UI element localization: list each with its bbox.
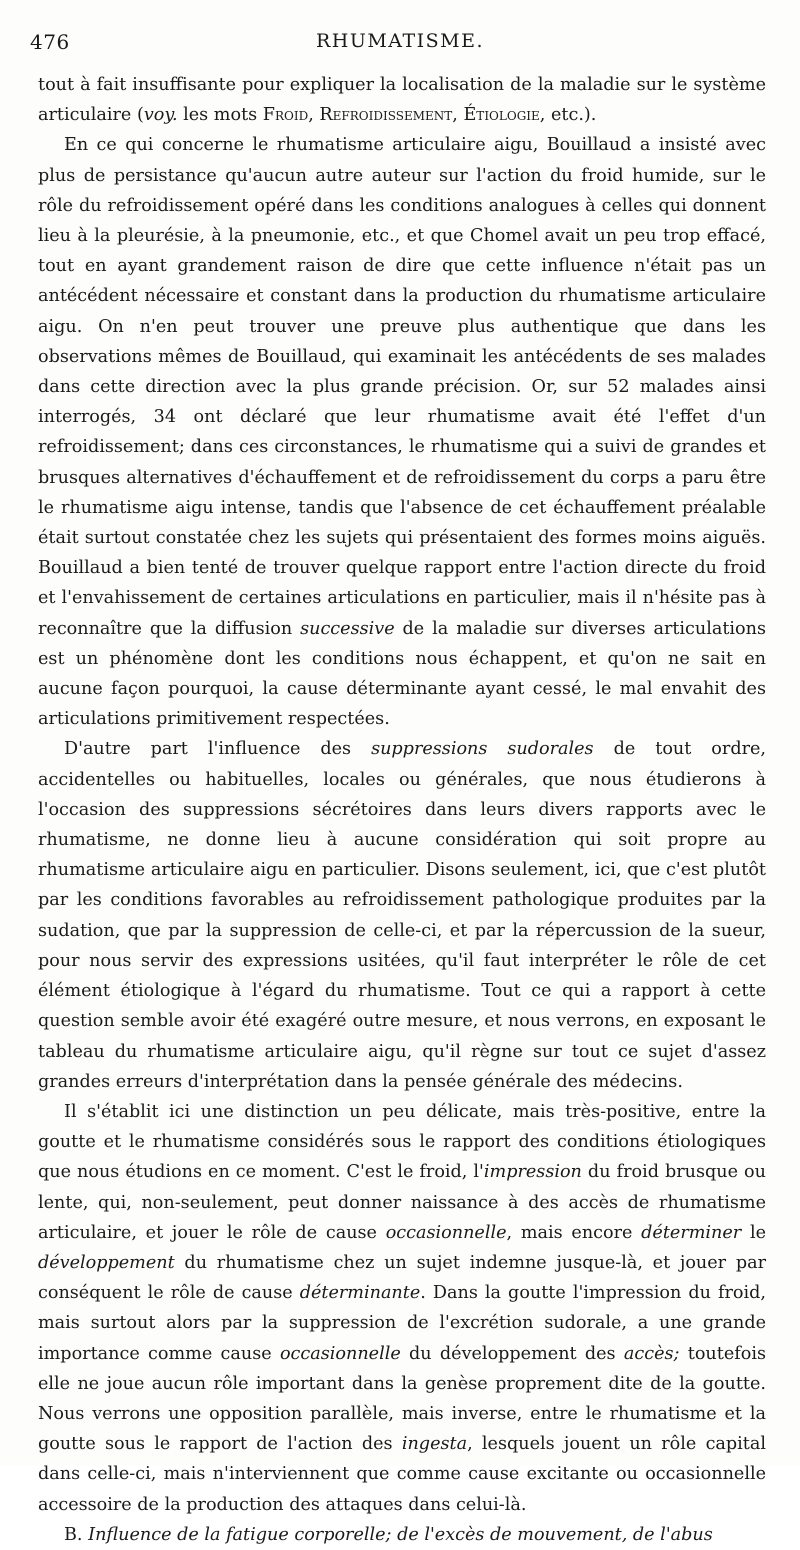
paragraph-goutte: Il s'établit ici une distinction un peu délicate, mais très-positive, entre la goutte et le rhumatisme considérés sous le rapport des conditions étiologiques que nous étudions en ce moment. C'est le froid, l'impression du froid brusque ou lente, qui, non-seulement, peut donner naissance à des accès de rhumatisme articulaire, et jouer le rôle de cause occasionnelle, mais encore déterminer le développement du rhumatisme chez un sujet indemne jusque-là, et jouer par conséquent le rôle de cause déterminante. Dans la goutte l'impression du froid, mais surtout alors par la suppression de l'excrétion sudorale, a une grande importance comme cause occasionnelle du développement des accès; toutefois elle ne joue aucun rôle important dans la genèse proprement dite de la goutte. Nous verrons une opposition parallèle, mais inverse, entre le rhumatisme et la goutte sous le rapport de l'action des ingesta, lesquels jouent un rôle capital dans celle-ci, mais n'interviennent que comme cause excitante ou occasionnelle accessoire de la production des attaques dans celui-là. xyxy=(38,1101,766,1515)
page-number: 476 xyxy=(30,30,70,54)
page-body xyxy=(38,70,766,1550)
paragraph-bouillaud: En ce qui concerne le rhumatisme articulaire aigu, Bouillaud a insisté avec plus de persistance qu'aucun autre auteur sur l'action du froid humide, sur le rôle du refroidissement opéré dans les conditions analogues à celles qui donnent lieu à la pleurésie, à la pneumonie, etc., et que Chomel avait un peu trop effacé, tout en ayant grandement raison de dire que cette influence n'était pas un antécédent nécessaire et constant dans la production du rhumatisme articulaire aigu. On n'en peut trouver une preuve plus authentique que dans les observations mêmes de Bouillaud, qui examinait les antécédents de ses malades dans cette direction avec la plus grande précision. Or, sur 52 malades ainsi interrogés, 34 ont déclaré que leur rhumatisme avait été l'effet d'un refroidissement; dans ces circonstances, le rhumatisme qui a suivi de grandes et brusques alternatives d'échauffement et de refroidissement du corps a paru être le rhumatisme aigu intense, tandis que l'absence de cet échauffement préalable était surtout constatée chez les sujets qui présentaient des formes moins aiguës. Bouillaud a bien tenté de trouver quelque rapport entre l'action directe du froid et l'envahissement de certaines articulations en particulier, mais il n'hésite pas à reconnaître que la diffusion successive de la maladie sur diverses articulations est un phénomène dont les conditions nous échappent, et qu'on ne sait en aucune façon pourquoi, la cause déterminante ayant cessé, le mal envahit des articulations primitivement respectées. xyxy=(38,135,767,730)
paragraph-continuation: tout à fait insuffisante pour expliquer la localisation de la maladie sur le système articulaire (voy. les mots Froid, Refroidissement, Étiologie, etc.). xyxy=(38,75,766,126)
running-head: RHUMATISME. xyxy=(315,30,485,52)
page-header xyxy=(30,30,770,58)
section-heading-fatigue: B. Influence de la fatigue corporelle; de l'excès de mouvement, de l'abus xyxy=(64,1524,713,1545)
paragraph-suppressions: D'autre part l'influence des suppressions sudorales de tout ordre, accidentelles ou habituelles, locales ou générales, que nous étudierons à l'occasion des suppressions sécrétoires dans leurs divers rapports avec le rhumatisme, ne donne lieu à aucune considération qui soit propre au rhumatisme articulaire aigu en particulier. Disons seulement, ici, que c'est plutôt par les conditions favorables au refroidissement pathologique produites par la sudation, que par la suppression de celle-ci, et par la répercussion de la sueur, pour nous servir des expressions usitées, qu'il faut interpréter le rôle de cet élément étiologique à l'égard du rhumatisme. Tout ce qui a rapport à cette question semble avoir été exagéré outre mesure, et nous verrons, en exposant le tableau du rhumatisme articulaire aigu, qu'il règne sur tout ce sujet d'assez grandes erreurs d'interprétation dans la pensée générale des médecins. xyxy=(38,739,766,1092)
